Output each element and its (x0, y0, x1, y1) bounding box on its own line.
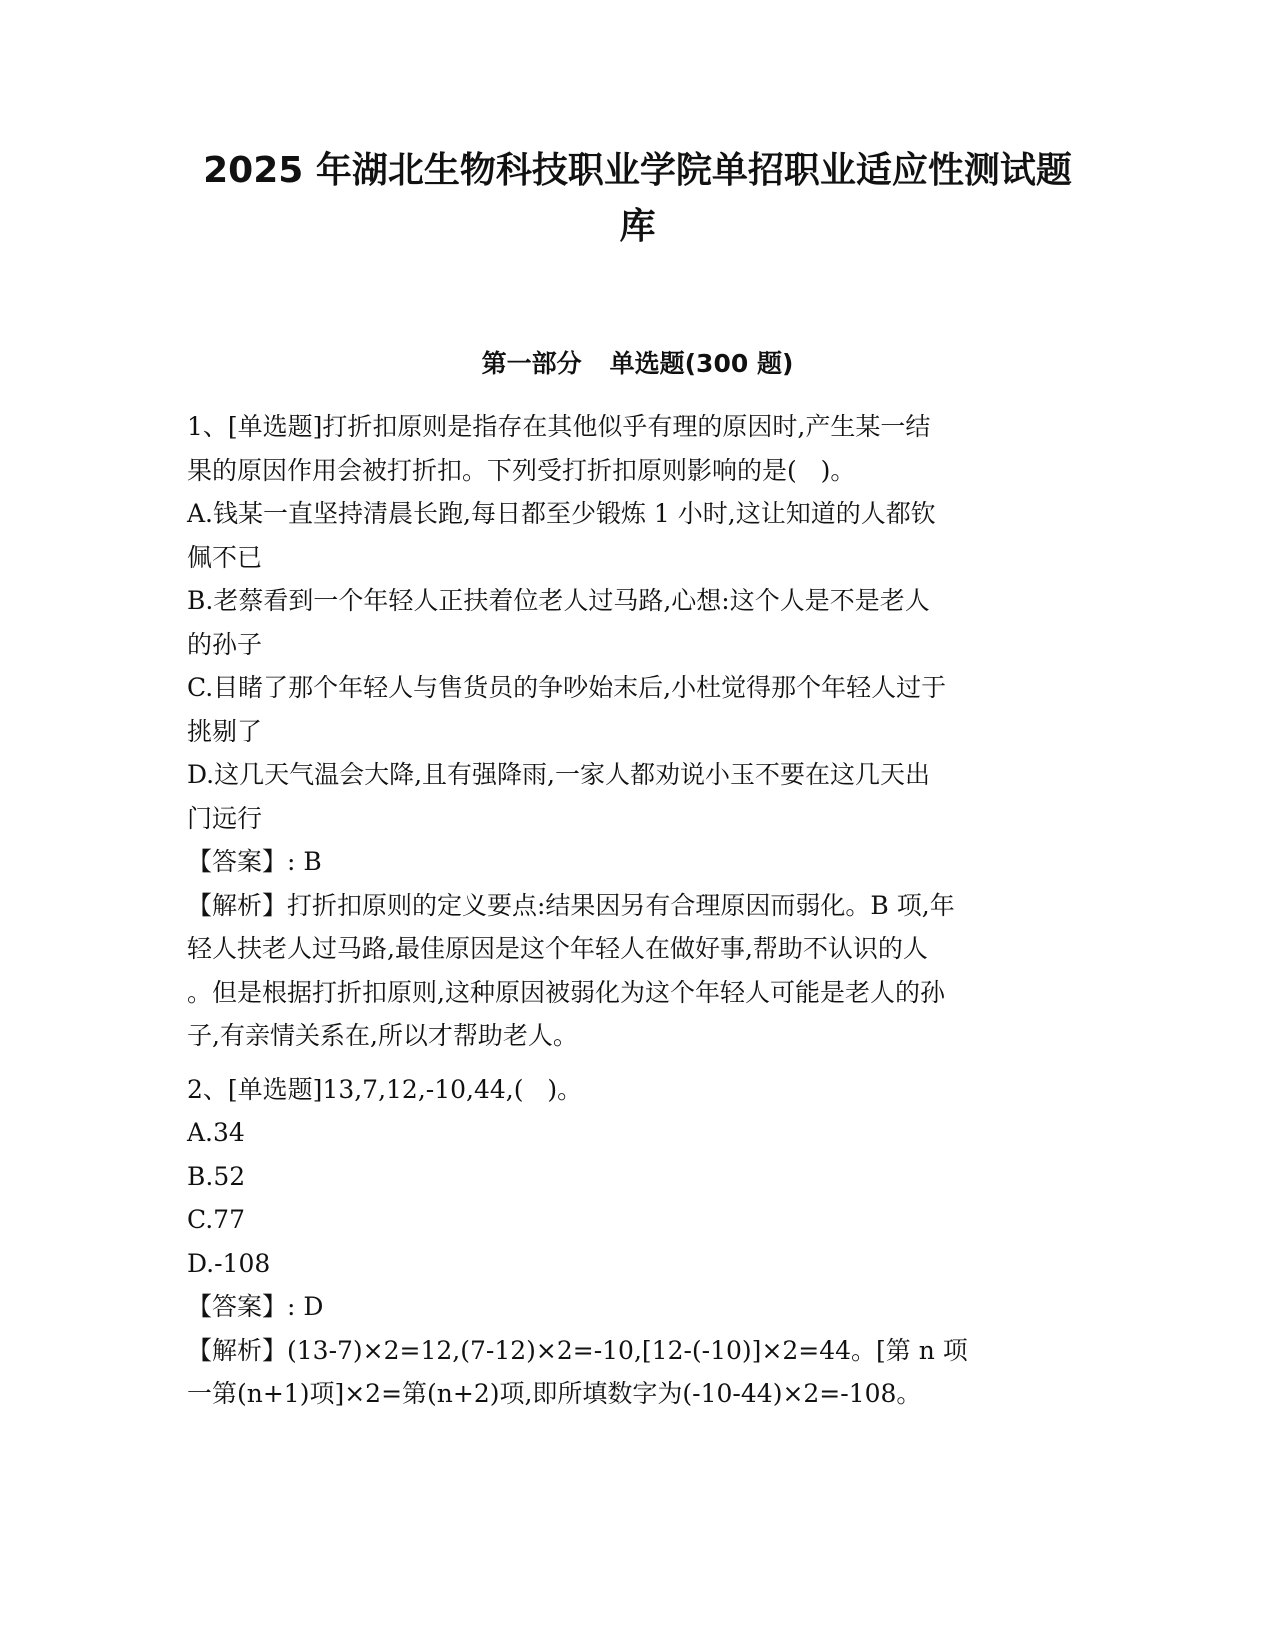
option-a-continued: 佩不已 (187, 542, 263, 572)
explanation-line: 【解析】打折扣原则的定义要点:结果因另有合理原因而弱化。B 项,年 (187, 890, 955, 920)
explanation-line: 轻人扶老人过马路,最佳原因是这个年轻人在做好事,帮助不认识的人 (187, 934, 928, 963)
option-b: B.52 (187, 1161, 246, 1191)
option-a: A.34 (187, 1118, 245, 1147)
explanation-line: 【解析】(13-7)×2=12,(7-12)×2=-10,[12-(-10)]×2=44。[第 n 项 (187, 1335, 968, 1365)
document-title-line: 库 (619, 206, 656, 247)
explanation-line: 一第(n+1)项]×2=第(n+2)项,即所填数字为(-10-44)×2=-108。 (187, 1379, 922, 1408)
option-d-continued: 门远行 (187, 803, 263, 833)
answer-line: 【答案】: B (187, 847, 322, 876)
question-1 (187, 405, 1082, 1058)
section-part-label: 第一部分 (481, 349, 582, 378)
document-title (150, 143, 1125, 255)
option-d: D.-108 (187, 1248, 271, 1278)
question-stem-line: 果的原因作用会被打折扣。下列受打折扣原则影响的是( )。 (187, 455, 856, 485)
question-stem-line: 1、[单选题]打折扣原则是指存在其他似乎有理的原因时,产生某一结 (187, 412, 931, 441)
answer-line: 【答案】: D (187, 1292, 324, 1321)
question-list (187, 405, 1082, 1416)
explanation-line: 。但是根据打折扣原则,这种原因被弱化为这个年轻人可能是老人的孙 (187, 977, 945, 1007)
question-stem-line: 2、[单选题]13,7,12,-10,44,( )。 (187, 1074, 583, 1104)
section-type-label: 单选题(300 题) (609, 349, 794, 378)
option-c: C.77 (187, 1205, 245, 1234)
explanation-line: 子,有亲情关系在,所以才帮助老人。 (187, 1021, 578, 1050)
option-b: B.老蔡看到一个年轻人正扶着位老人过马路,心想:这个人是不是老人 (187, 586, 930, 615)
document-title-line: 2025 年湖北生物科技职业学院单招职业适应性测试题 (203, 150, 1072, 191)
option-c-continued: 挑剔了 (187, 716, 263, 746)
option-a: A.钱某一直坚持清晨长跑,每日都至少锻炼 1 小时,这让知道的人都钦 (187, 499, 936, 528)
section-heading (150, 348, 1125, 380)
option-c: C.目睹了那个年轻人与售货员的争吵始末后,小杜觉得那个年轻人过于 (187, 673, 947, 702)
question-2 (187, 1068, 1082, 1416)
option-d: D.这几天气温会大降,且有强降雨,一家人都劝说小玉不要在这几天出 (187, 760, 930, 789)
option-b-continued: 的孙子 (187, 629, 263, 659)
